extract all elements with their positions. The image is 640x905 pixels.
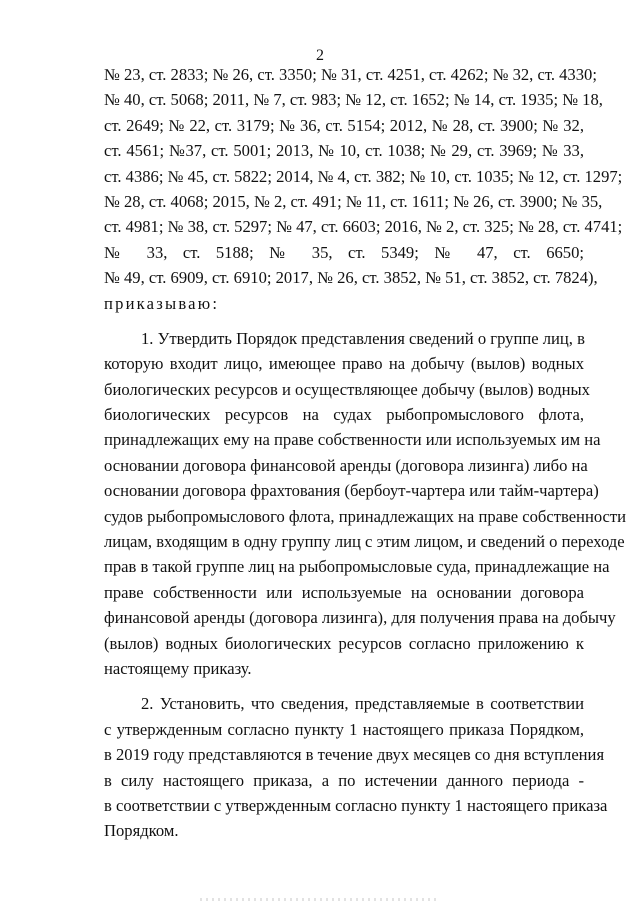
paragraph-gap [104, 316, 584, 326]
document-body [104, 62, 627, 844]
text-line: биологических ресурсов и осуществляющее добычу (вылов) водных [104, 379, 590, 399]
text-line: праве собственности или используемые на основании договора [104, 582, 584, 602]
text-line: судов рыбопромыслового флота, принадлежащих на праве собственности [104, 506, 627, 526]
order-word: приказываю: [104, 293, 220, 313]
item-1-paragraph [104, 326, 627, 681]
text-line: 2. Установить, что сведения, представляемые в соответствии [141, 694, 584, 714]
text-line: № 23, ст. 2833; № 26, ст. 3350; № 31, ст. 4251, ст. 4262; № 32, ст. 4330; [104, 65, 597, 84]
text-line: ст. 4981; № 38, ст. 5297; № 47, ст. 6603; 2016, № 2, ст. 325; № 28, ст. 4741; [104, 217, 623, 237]
legal-references-paragraph [104, 62, 623, 316]
text-line: биологических ресурсов на судах рыбопромыслового флота, [104, 405, 584, 425]
paragraph-gap [104, 681, 584, 691]
text-line: которую входит лицо, имеющее право на добычу (вылов) водных [104, 354, 584, 374]
page-number: 2 [316, 47, 324, 64]
scan-artifact [200, 898, 440, 901]
text-line: основании договора фрахтования (бербоут-чартера или тайм-чартера) [104, 481, 599, 501]
text-line: № 49, ст. 6909, ст. 6910; 2017, № 26, ст. 3852, № 51, ст. 3852, ст. 7824), [104, 268, 598, 288]
text-line: 1. Утвердить Порядок представления сведений о группе лиц, в [141, 328, 585, 348]
item-2-paragraph [104, 691, 608, 843]
text-line: в соответствии с утвержденным согласно пункту 1 настоящего приказа [104, 795, 608, 815]
text-line: с утвержденным согласно пункту 1 настоящего приказа Порядком, [104, 719, 584, 739]
text-line: в 2019 году представляются в течение двух месяцев со дня вступления [104, 745, 605, 765]
text-line: основании договора финансовой аренды (договора лизинга) либо на [104, 455, 588, 475]
text-line: финансовой аренды (договора лизинга), для получения права на добычу [104, 608, 616, 628]
text-line: ст. 4561; №37, ст. 5001; 2013, № 10, ст. 1038; № 29, ст. 3969; № 33, [104, 141, 584, 161]
text-line: настоящему приказу. [104, 658, 252, 678]
text-line: в силу настоящего приказа, а по истечении данного периода - [104, 770, 584, 790]
text-line: № 28, ст. 4068; 2015, № 2, ст. 491; № 11, ст. 1611; № 26, ст. 3900; № 35, [104, 191, 603, 211]
text-line: № 40, ст. 5068; 2011, № 7, ст. 983; № 12, ст. 1652; № 14, ст. 1935; № 18, [104, 90, 603, 110]
text-line: ст. 4386; № 45, ст. 5822; 2014, № 4, ст. 382; № 10, ст. 1035; № 12, ст. 1297; [104, 166, 623, 186]
text-line: Порядком. [104, 821, 179, 841]
text-line: ст. 2649; № 22, ст. 3179; № 36, ст. 5154; 2012, № 28, ст. 3900; № 32, [104, 115, 584, 135]
text-line: (вылов) водных биологических ресурсов согласно приложению к [104, 633, 584, 653]
text-line: лицам, входящим в одну группу лиц с этим лицом, и сведений о переходе [104, 532, 625, 552]
text-line: № 33, ст. 5188; № 35, ст. 5349; № 47, ст. 6650; [104, 242, 584, 262]
text-line: принадлежащих ему на праве собственности или используемых им на [104, 430, 601, 450]
text-line: прав в такой группе лиц на рыбопромысловые суда, принадлежащие на [104, 557, 610, 577]
